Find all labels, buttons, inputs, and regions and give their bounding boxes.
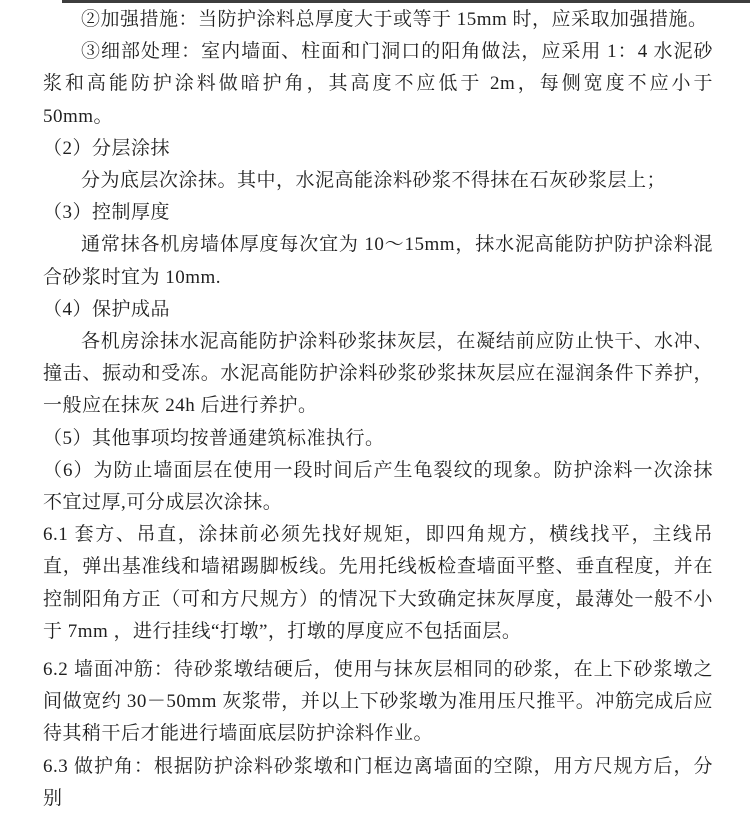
para-6-3-corner-guards: 6.3 做护角：根据防护涂料砂浆墩和门框边离墙面的空隙，用方尺规方后，分别 bbox=[43, 755, 713, 809]
para-detail-treatment: ③细部处理：室内墙面、柱面和门洞口的阳角做法，应采用 1：4 水泥砂浆和高能防护涂料做暗护角，其高度不应低于 2m，每侧宽度不应小于 50mm。 bbox=[43, 41, 713, 127]
para-reinforcement-measures: ②加强措施：当防护涂料总厚度大于或等于 15mm 时，应采取加强措施。 bbox=[81, 9, 708, 30]
cropped-table-bottom-rule bbox=[62, 0, 750, 3]
heading-layered-application: （2）分层涂抹 bbox=[43, 137, 171, 159]
document-body-text bbox=[43, 4, 713, 815]
heading-thickness-control: （3）控制厚度 bbox=[43, 202, 171, 224]
para-6-2-wall-screed-strips: 6.2 墙面冲筋：待砂浆墩结硬后，使用与抹灰层相同的砂浆，在上下砂浆墩之间做宽约 30－50mm 灰浆带，并以上下砂浆墩为准用压尺推平。冲筋完成后应待其稍干后才能进行墙面底层防护涂料作业。 bbox=[43, 659, 713, 745]
para-protect-finished-work-body: 各机房涂抹水泥高能防护涂料砂浆抹灰层，在凝结前应防止快干、水冲、撞击、振动和受冻。水泥高能防护涂料砂浆砂浆抹灰层应在湿润条件下养护，一般应在抹灰 24h 后进行养护。 bbox=[43, 331, 713, 417]
para-layered-application-body: 分为底层次涂抹。其中，水泥高能涂料砂浆不得抹在石灰砂浆层上； bbox=[81, 170, 667, 192]
para-crack-prevention: （6）为防止墙面层在使用一段时间后产生龟裂纹的现象。防护涂料一次涂抹不宜过厚,可分成层次涂抹。 bbox=[43, 459, 713, 514]
para-other-matters: （5）其他事项均按普通建筑标准执行。 bbox=[43, 427, 385, 449]
heading-protect-finished-work: （4）保护成品 bbox=[43, 298, 171, 320]
para-6-1-squaring-and-plumbing: 6.1 套方、吊直，涂抹前必须先找好规矩，即四角规方，横线找平，主线吊直，弹出基准线和墙裙踢脚板线。先用托线板检查墙面平整、垂直程度，并在控制阳角方正（可和方尺规方）的情况下大致确定抹灰厚度，最薄处一般不小于 7mm ，进行挂线“打墩”，打墩的厚度应不包括面层。 bbox=[43, 524, 713, 642]
para-thickness-control-body: 通常抹各机房墙体厚度每次宜为 10～15mm，抹水泥高能防护防护涂料混合砂浆时宜为 10mm. bbox=[43, 234, 713, 288]
